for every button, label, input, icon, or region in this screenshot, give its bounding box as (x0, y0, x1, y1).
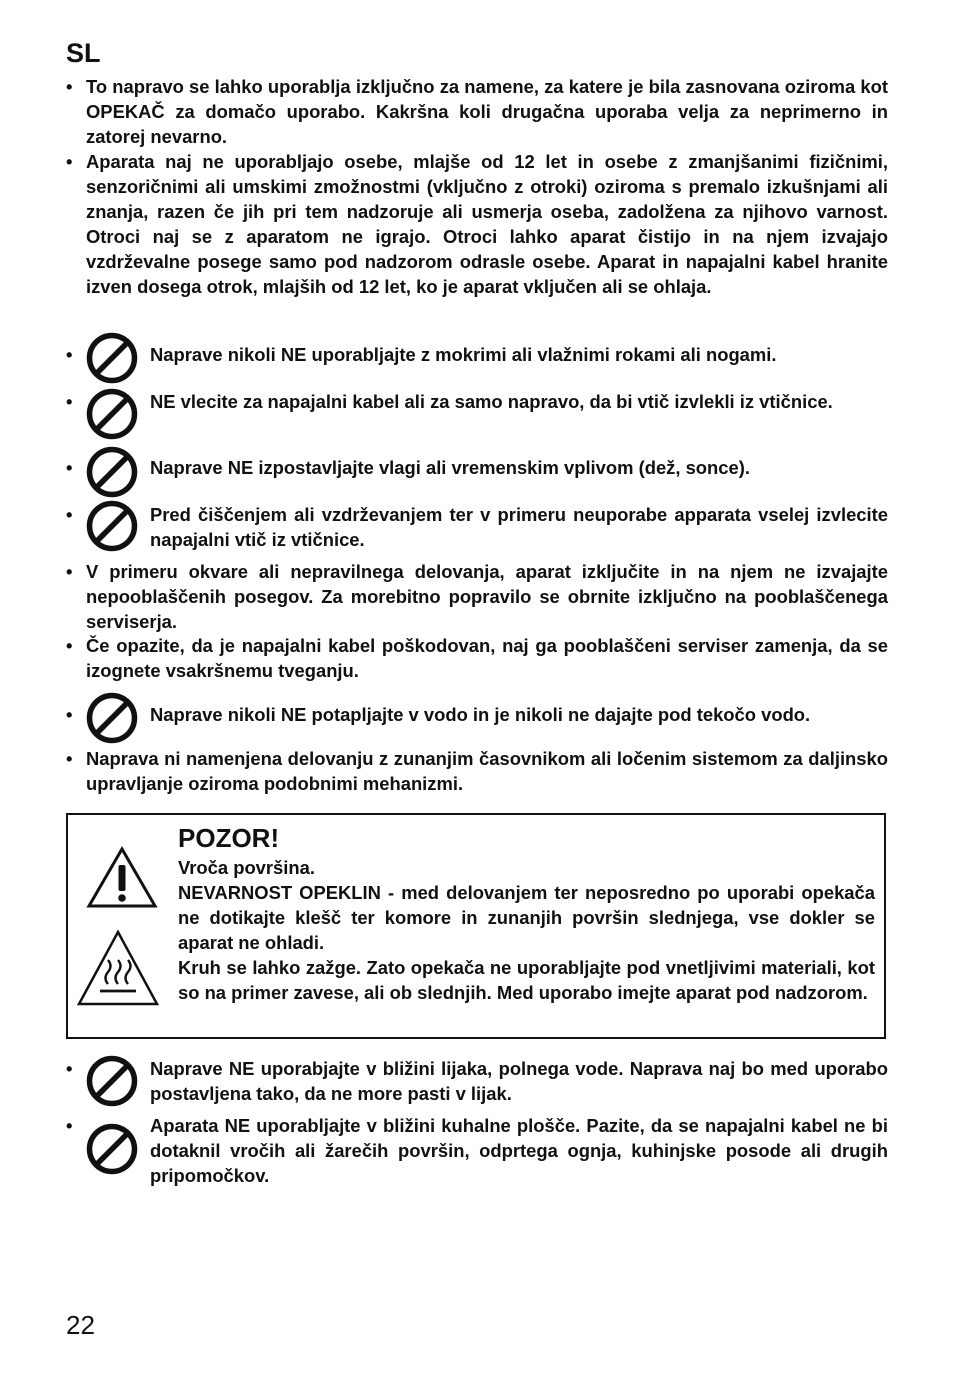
prohibition-item (66, 342, 888, 367)
prohibition-icon (86, 446, 138, 498)
prohibition-icon (86, 692, 138, 744)
prohibition-text: Naprave NE uporabjajte v bližini lijaka, polnega vode. Naprava naj bo med uporabo postavljena tako, da ne more pasti v lijak. (150, 1058, 888, 1104)
bullet: • (66, 561, 73, 582)
warning-paragraph: Kruh se lahko zažge. Zato opekača ne uporabljajte pod vnetljivimi materiali, kot so na primer zavese, ali ob slednjih. Med uporabo imejte aparat pod nadzorom. (178, 957, 875, 1003)
bullet: • (66, 1058, 73, 1079)
prohibition-text: Naprave nikoli NE uporabljajte z mokrimi ali vlažnimi rokami ali nogami. (150, 344, 777, 365)
safety-item (66, 559, 888, 634)
safety-item (66, 74, 888, 149)
safety-item-text: Aparata naj ne uporabljajo osebe, mlajše od 12 let in osebe z zmanjšanimi fizičnimi, senzoričnimi ali umskimi zmožnostmi (vključno z otroki) oziroma s premalo izkušnjami ali znanja, razen če jih pri tem nadzoruje ali usmerja oseba, zadolžena za njihovo varnost. Otroci naj se z aparatom ne igrajo. Otroci lahko aparat čistijo in na njem izvajajo vzdrževalne posege samo pod nadzorom odrasle osebe. Aparat in napajalni kabel hranite izven dosega otrok, mlajših od 12 let, ko je aparat vključen ali se ohlaja. (86, 151, 888, 297)
prohibition-item (66, 702, 888, 727)
bullet: • (66, 1115, 73, 1136)
bullet: • (66, 457, 73, 478)
prohibition-text: Naprave NE izpostavljajte vlagi ali vremenskim vplivom (dež, sonce). (150, 457, 750, 478)
safety-item-text: Naprava ni namenjena delovanju z zunanjim časovnikom ali ločenim sistemom za daljinsko upravljanje oziroma podobnimi mehanizmi. (86, 748, 888, 794)
safety-item (66, 149, 888, 299)
prohibition-item (66, 1056, 888, 1106)
safety-item-text: To napravo se lahko uporablja izključno za namene, za katere je bila zasnovana oziroma kot OPEKAČ za domačo uporabo. Kakršna koli drugačna uporaba velja za neprimerno in zatorej nevarno. (86, 76, 888, 147)
safety-item-text: Če opazite, da je napajalni kabel poškodovan, naj ga pooblaščeni serviser zamenja, da se izognete vsakršnemu tveganju. (86, 635, 888, 681)
bullet: • (66, 76, 73, 97)
prohibition-item (66, 502, 888, 552)
safety-item-text: V primeru okvare ali nepravilnega delovanja, aparat izključite in na njem ne izvajajte nepooblaščenih posegov. Za morebitno popravilo se obrnite izključno na pooblaščenega serviserja. (86, 561, 888, 632)
safety-item (66, 746, 888, 796)
prohibition-icon (86, 1123, 138, 1175)
warning-subtitle: Vroča površina. (178, 857, 315, 878)
safety-item (66, 633, 888, 683)
prohibition-text: Aparata NE uporabljajte v bližini kuhalne plošče. Pazite, da se napajalni kabel ne bi dotaknil vročih ali žarečih površin, odprtega ognja, kuhinjske posode ali drugih pripomočkov. (150, 1115, 888, 1186)
warning-paragraph: NEVARNOST OPEKLIN - med delovanjem ter neposredno po uporabi opekača ne dotikajte klešč ter komore in zunanjih površin slednjega, vse dokler se aparat ne ohladi. (178, 882, 875, 953)
prohibition-icon (86, 500, 138, 552)
prohibition-item (66, 389, 888, 414)
bullet: • (66, 748, 73, 769)
warning-box (66, 813, 886, 1039)
bullet: • (66, 151, 73, 172)
prohibition-text: NE vlecite za napajalni kabel ali za samo napravo, da bi vtič izvlekli iz vtičnice. (150, 391, 833, 412)
bullet: • (66, 635, 73, 656)
prohibition-icon (86, 1055, 138, 1107)
warning-triangle-icon (86, 845, 158, 909)
warning-title: POZOR! (178, 823, 280, 853)
language-code: SL (66, 38, 101, 68)
prohibition-text: Pred čiščenjem ali vzdrževanjem ter v primeru neuporabe apparata vselej izvlecite napajalni vtič iz vtičnice. (150, 504, 888, 550)
bullet: • (66, 344, 73, 365)
hot-surface-icon (76, 929, 160, 1007)
warning-text (178, 855, 875, 1005)
bullet: • (66, 391, 73, 412)
prohibition-item (66, 455, 888, 480)
prohibition-icon (86, 388, 138, 440)
bullet: • (66, 704, 73, 725)
prohibition-item (66, 1113, 888, 1188)
page-number: 22 (66, 1310, 95, 1340)
prohibition-icon (86, 332, 138, 384)
prohibition-text: Naprave nikoli NE potapljajte v vodo in je nikoli ne dajajte pod tekočo vodo. (150, 704, 811, 725)
bullet: • (66, 504, 73, 525)
